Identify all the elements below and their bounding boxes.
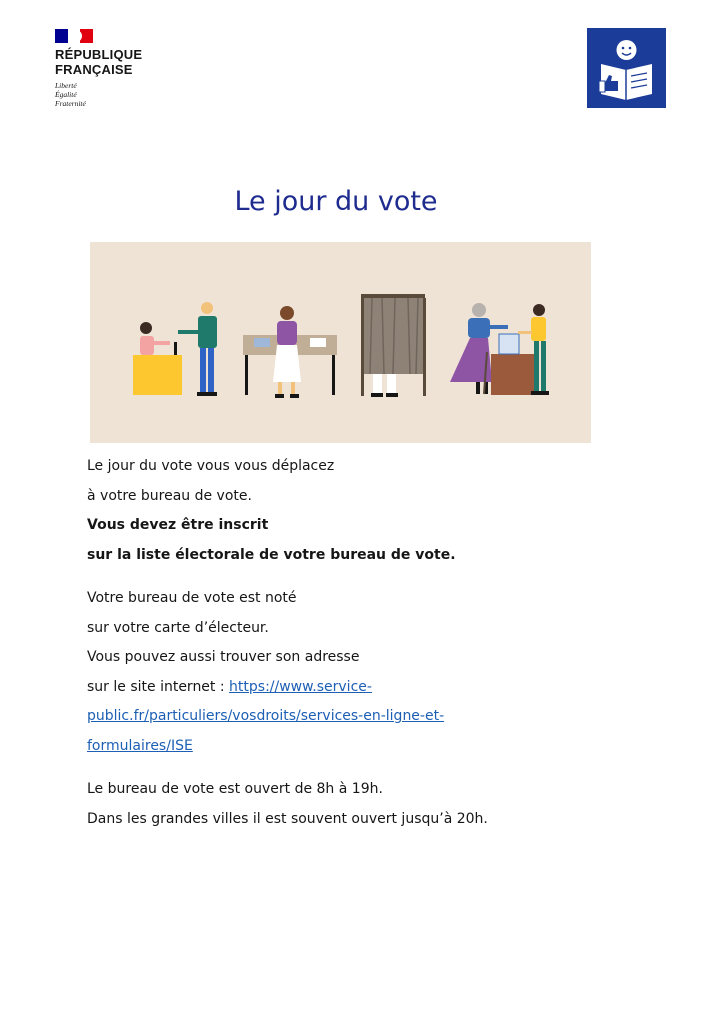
registration-requirement: Vous devez être inscrit <box>87 517 269 533</box>
registration-desk-scene <box>133 302 217 396</box>
location-line: Votre bureau de vote est noté <box>87 590 297 606</box>
opening-hours-paragraph <box>87 775 647 834</box>
intro-line: Le jour du vote vous vous déplacez <box>87 458 335 474</box>
location-line: Vous pouvez aussi trouver son adresse <box>87 649 360 665</box>
registration-requirement: sur la liste électorale de votre bureau de vote. <box>87 546 456 563</box>
ballot-box-scene <box>450 303 549 395</box>
location-line <box>87 702 647 732</box>
hours-line: Dans les grandes villes il est souvent ouvert jusqu’à 20h. <box>87 810 488 827</box>
hours-line: Le bureau de vote est ouvert de 8h à 19h. <box>87 781 383 797</box>
service-public-link-part1[interactable]: https://www.service- <box>229 678 372 695</box>
location-line <box>87 673 647 703</box>
voting-booth-scene <box>361 294 426 397</box>
republic-name: RÉPUBLIQUE FRANÇAISE <box>55 47 143 77</box>
ballot-table-scene <box>243 306 337 398</box>
reading-person-icon <box>587 28 666 108</box>
intro-paragraph <box>87 452 647 570</box>
republic-motto: Liberté Égalité Fraternité <box>55 81 86 108</box>
easy-to-read-logo <box>587 28 666 108</box>
service-public-link-part3[interactable]: formulaires/ISE <box>87 737 193 754</box>
website-label: sur le site internet : <box>87 678 230 695</box>
location-line: sur votre carte d’électeur. <box>87 619 269 636</box>
page-title: Le jour du vote <box>234 186 438 218</box>
service-public-link-part2[interactable]: public.fr/particuliers/vosdroits/services-en-ligne-et- <box>87 708 445 724</box>
intro-line: à votre bureau de vote. <box>87 487 252 504</box>
polling-station-scene <box>90 242 591 443</box>
voting-illustration <box>90 242 591 443</box>
location-line <box>87 732 647 762</box>
marianne-profile-icon <box>65 29 87 43</box>
polling-location-paragraph <box>87 584 647 761</box>
